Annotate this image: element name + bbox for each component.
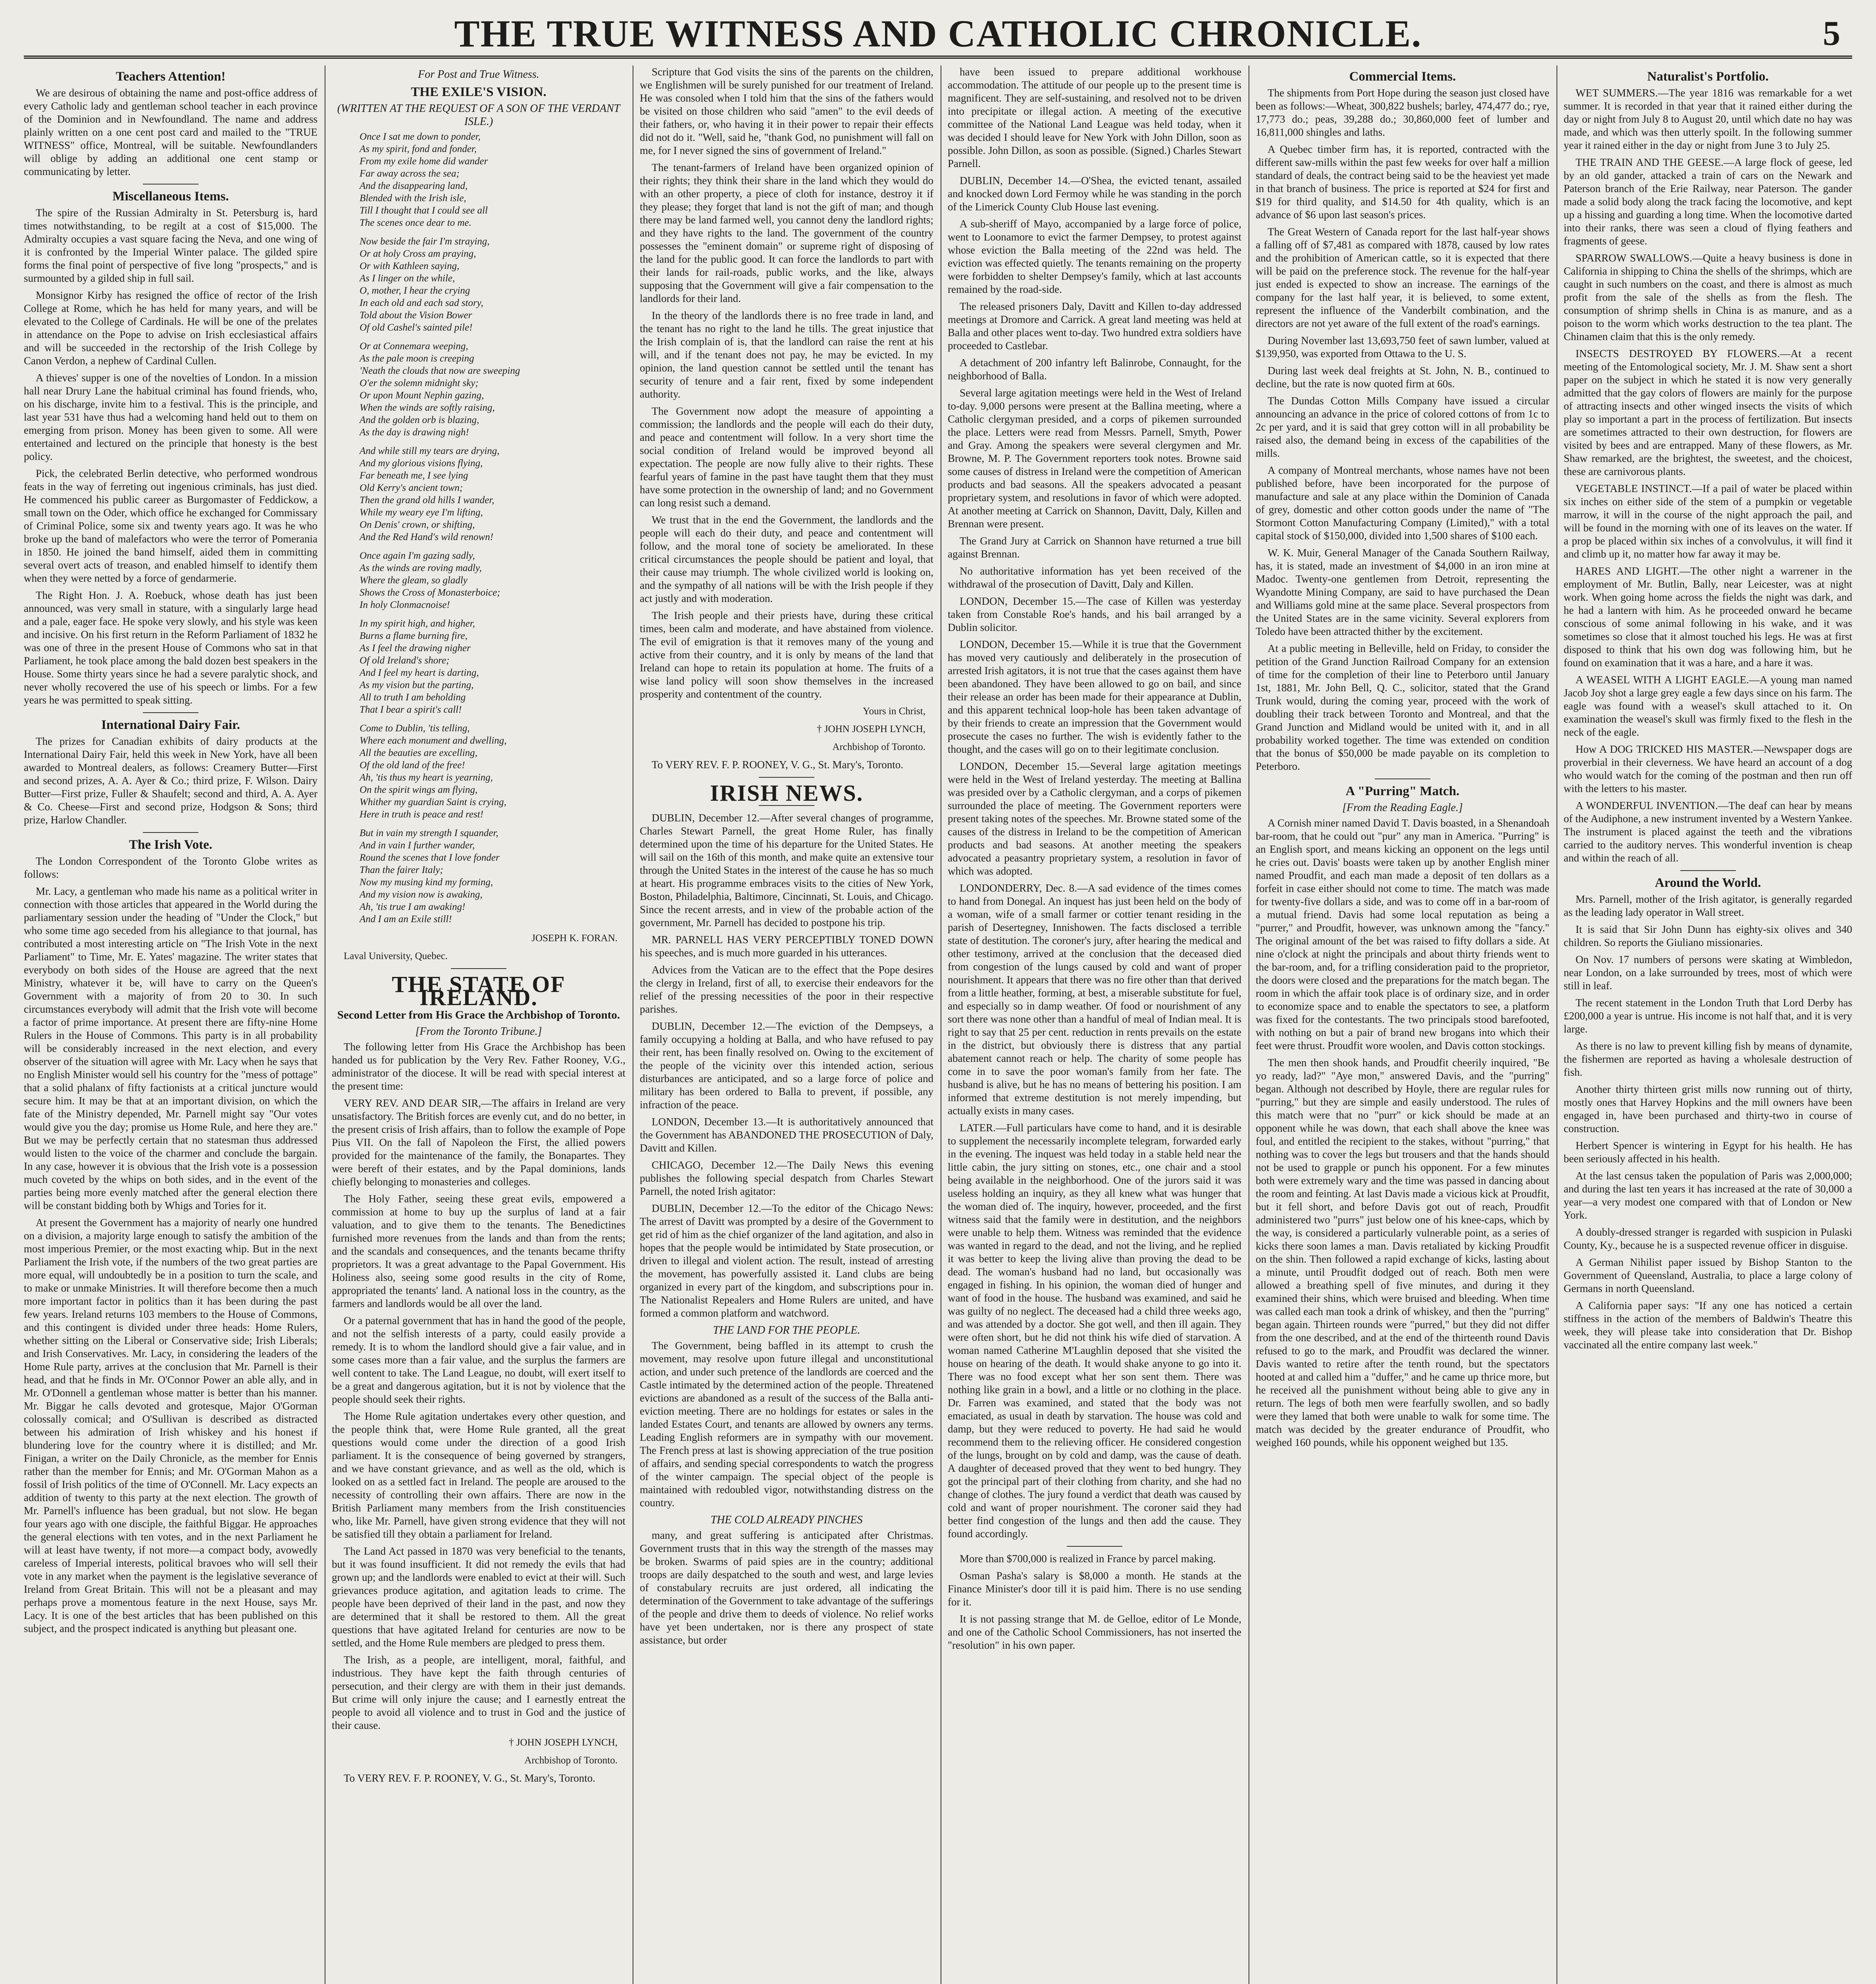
paragraph: have been issued to prepare additional workhouse accommodation. The attitude of our people up to the present time is magnificent. They are self-sustaining, and resolved not to be driven into precipitate or illegal action. A meeting of the executive committee of the National Land League was held today, when it was decided I should leave for New York with John Dillon, soon as possible. John Dillon, as soon as possible. (Signed.) Charles Stewart Parnell. [948,66,1241,169]
paragraph: The Home Rule agitation undertakes every other question, and the people think that, were Home Rule granted, all the great questions would come under the direction of a good Irish parliament. It is the consequence of being governed by strangers, and we have constant grievance, and as well as the old, which is looked on as a settled fact in Ireland. The people are aroused to the necessity of controlling their own affairs. There are now in the British Parliament many members from the Irish constituencies who, like Mr. Parnell, have given strong evidence that they will not be satisfied till they obtain a parliament for Ireland. [332,1410,625,1540]
paragraph: The spire of the Russian Admiralty in St. Petersburg is, hard times notwithstanding, to be regilt at a cost of $15,000. The Admiralty occupies a vast square facing the Neva, and one wing of it is confronted by the Imperial Winter palace. The gilded spire forms the final point of perspective of five long "prospects," and is surmounted by a gilded ship in full sail. [24,207,317,284]
divider [759,777,814,778]
source-line: [From the Reading Eagle.] [1342,802,1463,814]
paragraph: Mrs. Parnell, mother of the Irish agitator, is generally regarded as the leading lady operator in Wall street. [1564,893,1852,918]
paragraph: On Nov. 17 numbers of persons were skating at Wimbledon, near London, on a lake surrounded by trees, most of which were still in leaf. [1564,954,1852,992]
paragraph: Mr. Lacy, a gentleman who made his name as a political writer in connection with those articles that appeared in the World during the parliamentary session under the heading of "Under the Clock," but who some time ago seceded from his allegiance to that journal, has contributed a most interesting article on "The Irish Vote in the next Parliament" to Time, Mr. E. Yates' magazine. The writer states that everybody on both sides of the House are agreed that the next Ministry, whatever it be, will have to carry on the Queen's Government with a majority of from 20 to 30. In such circumstances everybody will admit that the Irish vote will become a factor of prime importance. At present there are fifty-nine Home Rulers in the House of Commons. This party is in all probability will be considerably increased in the next election, and every observer of the situation will agree with Mr. Lacy when he says that no English Minister would sell his country for the "mess of pottage" that a solid phalanx of fifty factionists at a critical juncture would secure him. It may be that at an important division, on which the fate of the Ministry depended, Mr. Parnell might say "Our votes would give you the day; promise us Home Rule, and here they are." But we may be perfectly certain that no statesman thus addressed would listen to the voice of the charmer and conclude the bargain. In any case, however it is obvious that the Irish vote is a possession much coveted by the whips on both sides, and in the event of the parties being more evenly matched after the general election there will be constant bidding both by Whigs and Tories for it. [24,885,317,1211]
paragraph: LONDON, December 13.—It is authoritatively announced that the Government has ABANDONED THE PROSECUTION of Daly, Davitt and Killen. [640,1116,933,1154]
paragraph: The Right Hon. J. A. Roebuck, whose death has just been announced, was very small in stature, with a singularly large head and a pale, eager face. He spoke very slowly, and his style was keen and incisive. On his first return in the Reform Parliament of 1832 he was one of three in the present House of Commons who sat in that Parliament, he took place among the bald dozen best speakers in the House. Some thirty years since he had a severe paralytic shock, and never wholly recovered the use of his speech or limbs. For a few years he was permitted to speak sitting. [24,589,317,706]
divider [451,968,506,969]
paragraph: It is not passing strange that M. de Gelloe, editor of Le Monde, and one of the Catholic School Commissioners, has not inserted the "resolution" in his own paper. [948,1613,1241,1651]
column-3 [640,65,933,1984]
paragraph: A company of Montreal merchants, whose names have not been published before, have been incorporated for the purpose of manufacture and sale at any place within the Dominion of Canada of grey, domestic and other cotton goods under the name of "The Stormont Cotton Manufacturing Company (Limited)," with a total capital stock of $150,000, divided into 1,500 shares of $100 each. [1256,464,1549,542]
paragraph: LATER.—Full particulars have come to hand, and it is desirable to supplement the necessarily incomplete telegram, forwarded early in the evening. The inquest was held today in a stable held near the little cabin, the jury sitting on stones, etc., one chair and a stool being available in the neighborhood. One of the jurors said it was useless holding an inquiry, as they all knew what was hunger that the woman died of. The inquiry, however, proceeded, and the first witness said that the family were in destitution, and the neighbors were unable to help them. Witness was reminded that the evidence was wanted in regard to the dead, and not the living, and he replied it was better to keep the living alive than proving the dead to be dead. The woman's husband had no land, but occasionally was engaged in fishing. In his opinion, the woman died of hunger and want of food in the house. The husband was examined, and said he was guilty of no neglect. The deceased had a child three weeks ago, and was attended by a doctor. She got well, and then ill again. They were often short, but he did not think his wife died of starvation. A woman named Catherine M'Laughlin deposed that she visited the house on hearing of the death. It would shake anyone to go into it. There was no food except what her son sent them. There was nothing like grain in a bowl, and a little or no clothing in the place. Dr. Farren was examined, and stated that the body was not emaciated, as usual in death by starvation. The house was cold and damp, but they were reduced to poverty. He had said he would recommend them to the relieving officer. He considered congestion of the lungs, brought on by cold and damp, was the cause of death. A daughter of deceased proved that they went to bed hungry. They got the principal part of their clothing from charity, and she had no change of clothes. The jury found a verdict that death was caused by cold and want of proper nourishment. The coroner said they had better find congestion of the lungs and then add the cause. They found accordingly. [948,1122,1241,1540]
letter-addressee: To VERY REV. F. P. ROONEY, V. G., St. Mary's, Toronto. [652,759,904,771]
poem-place: Laval University, Quebec. [344,951,448,961]
letter-signature-title: Archbishop of Toronto. [832,742,925,752]
paragraph: The Irish, as a people, are intelligent, moral, faithful, and industrious. They have kept the faith through centuries of persecution, and their clergy are with them in their just demands. But crime will only injure the cause; and I earnestly entreat the people to avoid all violence and to trust in God and the justice of their cause. [332,1654,625,1731]
paragraph: Osman Pasha's salary is $8,000 a month. He stands at the Finance Minister's door till it is paid him. There is no use sending for it. [948,1570,1241,1608]
paragraph: It is said that Sir John Dunn has eighty-six olives and 340 children. So reports the Giuliano missionaries. [1564,923,1852,948]
heading-irish-news: IRISH NEWS. [710,780,864,806]
paragraph: LONDON, December 15.—While it is true that the Government has moved very cautiously and deliberately in the prosecution of arrested Irish agitators, it is not true that the cases against them have been abandoned. They have been allowed to go on bail, and since their release an order has been made for their appearance at Dublin, and this apparent technical loop-hole has been taken advantage of by their friends to create an impression that the Government would prosecute the cases no further. The wish is evidently father to the thought, and the cases will go on to their legitimate conclusion. [948,638,1241,755]
poem-intro: For Post and True Witness. [418,68,539,81]
paragraph: The shipments from Port Hope during the season just closed have been as follows:—Wheat, 300,822 bushels; barley, 474,477 do.; rye, 17,773 do.; peas, 39,288 do.; 30,860,000 feet of lumber and 16,811,000 shingles and laths. [1256,87,1549,138]
paragraph: The Government now adopt the measure of appointing a commission; the landlords and the people will each do their duty, and peace and contentment will follow. In a very short time the social condition of Ireland would be improved beyond all expectation. The people are now fully alive to their rights. These fearful years of famine in the past have taught them that they must have some protection in the ownership of land; and no Government can long resist such a demand. [640,405,933,509]
paragraph: A Quebec timber firm has, it is reported, contracted with the different saw-mills within the past few weeks for over half a million standard of deals, the contract being said to be the heaviest yet made in that branch of business. The price is reported at $24 for first and $19 for third quality, and $14.50 for 4th quality, which is an advance of $6 upon last season's prices. [1256,143,1549,221]
paragraph: A WONDERFUL INVENTION.—The deaf can hear by means of the Audiphone, a new instrument invented by a Western Yankee. The instrument is placed against the teeth and the vibrations carried to the auditory nerves. This wonderful invention is cheap and within the reach of all. [1564,800,1852,864]
paragraph: The following letter from His Grace the Archbishop has been handed us for publication by the Very Rev. Father Rooney, V.G., administrator of the diocese. It will be read with special interest at the present time: [332,1041,625,1092]
paragraph: SPARROW SWALLOWS.—Quite a heavy business is done in California in shipping to China the shells of the shrimps, which are caught in such numbers on the coast, and there is almost as much profit from the sale of the shells as from the flesh. The consumption of shrimp shells in China is as manure, and as a poison to the worm which works destruction to the tea plant. The Chinamen claim that this is the only remedy. [1564,252,1852,342]
heading-around-the-world: Around the World. [1655,876,1761,890]
paragraph: The men then shook hands, and Proudfit cheerily inquired, "Be yo ready, lad?" "Aye mon," answered Davis, and the "purring" began. Although not described by Hoyle, there are regular rules for "purring," but they are simple and easily understood. The rules of this match were that no "purr" or kick should be made at an opponent while he was down, that each shall above the knee was foul, and entitled the recipient to the stakes, without "purring," that nothing was to cover the legs but trousers and that the hands should not be used to grapple or punch his opponent. For a few minutes both were extremely wary and the time was passed in dancing about the room and feinting. At last Davis made a vicious kick at Proudfit, but it fell short, and before Davis got out of reach, Proudfit administered two "purrs" just below one of his knee-caps, which by the way, is considered a particularly vulnerable point, as a series of kicks there soon lames a man. Davis retaliated by kicking Proudfit on the shin. Then followed a rapid exchange of kicks, lasting about a minute, until Proudfit dodged out of reach. Both men were allowed a breathing spell of five minutes, and during it they examined their shins, which were bruised and bleeding. When time was called each man took a drink of whiskey, and then the "purring" began again. Thirteen rounds were "purred," but they did not differ from the one described, and at the end of the thirteenth round Davis refused to go to the mark, and Proudfit was declared the winner. Davis wanted to retire after the tenth round, but the spectators hooted at and called him a "duffer," and he came up thrice more, but he received all the punishment without being able to give any in return. The legs of both men were fearfully swollen, and so badly were they lamed that both were unable to walk for some time. The match was decided by the greater endurance of Proudfit, who weighed 160 pounds, while his opponent weighed but 135. [1256,1057,1549,1448]
subheading-land-for-people: THE LAND FOR THE PEOPLE. [713,1324,860,1336]
paragraph: The Grand Jury at Carrick on Shannon have returned a true bill against Brennan. [948,535,1241,560]
paragraph: The Land Act passed in 1870 was very beneficial to the tenants, but it was found insufficient. It did not remedy the evils that had grown up; and the landlords were enabled to evict at their will. Such grievances produce agitation, and agitation leads to crime. The people have been deprived of their land in the past, and now they are determined that it shall be restored to them. All the great questions that have agitated Ireland for centuries are now to be settled, and the Home Rule members are pledged to press them. [332,1545,625,1649]
paragraph: VEGETABLE INSTINCT.—If a pail of water be placed within six inches on either side of the stem of a pumpkin or vegetable marrow, it will in the course of the night approach the pail, and will be found in the morning with one of its leaves on the water. If a prop be placed within six inches of a convolvulus, it will find it and climb up it, no matter how far away it may be. [1564,483,1852,560]
newspaper-title: THE TRUE WITNESS AND CATHOLIC CHRONICLE. [454,12,1422,55]
divider [143,832,198,833]
paragraph: A German Nihilist paper issued by Bishop Stanton to the Government of Queensland, Australia, to place a large colony of Germans in north Queensland. [1564,1256,1852,1294]
poem-stanza: Or at Connemara weeping, As the pale moon is creeping 'Neath the clouds that now are sweeping O'er the solemn midnight sky; Or upon Mount Nephin gazing, When the winds are softly raising, And the golden orb is blazing, As the day is drawing nigh! [360,341,520,438]
paragraph: Scripture that God visits the sins of the parents on the children, we Englishmen will be surely punished for our treatment of Ireland. He was consoled when I told him that the sins of the fathers would be visited on those children who said "amen" to the evil deeds of their fathers, or, who having it in their power to repair their effects did not do it. "Well, said he, "thank God, no punishment will fall on me, for I never signed the sins of government of Ireland." [640,66,933,156]
masthead [24,12,1852,59]
poem-stanza: Come to Dublin, 'tis telling, Where each monument and dwelling, All the beauties are excelling, Of the old land of the free! Ah, 'tis thus my heart is yearning, On the spirit wings am flying, Whither my guardian Saint is crying, Here in truth is peace and rest! [360,723,507,820]
paragraph: Pick, the celebrated Berlin detective, who performed wondrous feats in the way of ferreting out ingenious criminals, has just died. He commenced his public career as Burgomaster of Feddickow, a small town on the Oder, which office he exchanged for Commissary of Criminal Police, some six and twenty years ago. It was he who broke up the band of malefactors who were the terror of Pomerania in 1850. He joined the band himself, aided them in committing several overt acts of treason, and enabled himself to identify them when they were netted by a force of gendarmerie. [24,467,317,584]
paragraph: The Dundas Cotton Mills Company have issued a circular announcing an advance in the price of colored cottons of from 1c to 2c per yard, and it is said that grey cotton will in all probability be raised also, the demand being in excess of the capabilities of the mills. [1256,395,1549,459]
paragraph: The prizes for Canadian exhibits of dairy products at the International Dairy Fair, held this week in New York, have all been awarded to Montreal dealers, as follows: Creamery Butter—First and second prizes, A. A. Ayer & Co.; third prize, F. Wilson. Dairy Butter—First prize, Fuller & Shaufelt; second and third, A. A. Ayer & Co. Cheese—First and second prize, Hodgson & Sons; third prize, Harlow Chandler. [24,735,317,826]
paragraph: The Government, being baffled in its attempt to crush the movement, may resolve upon future illegal and unconstitutional action, and under such pretence of the landlords are coerced and the Castle intimated by the determined action of the people. Threatened evictions are abandoned as a result of the success of the Balla anti-eviction meeting. There are no holdings for estates or sales in the landed Estates Court, and tenants are allowed by owners any terms. Leading English reformers are in sympathy with our movement. The French press at last is showing appreciation of the true position of affairs, and sending special correspondents to watch the progress of the winter campaign. The special object of the people is maintained with redoubled vigor, notwithstanding distress on the country. [640,1340,933,1509]
poem-stanza: Once I sat me down to ponder, As my spirit, fond and fonder, From my exile home did wander Far away across the sea; And the disappearing land, Blended with the Irish isle, Till I thought that I could see all The scenes once dear to me. [360,131,488,228]
letter-signature: † JOHN JOSEPH LYNCH, [817,724,925,734]
paragraph: How A DOG TRICKED HIS MASTER.—Newspaper dogs are proverbial in their cleverness. We have heard an account of a dog who would watch for the coming of the postman and then run off with the letters to his master. [1564,743,1852,794]
paragraph: The released prisoners Daly, Davitt and Killen to-day addressed meetings at Dromore and Carrick. A great land meeting was held at Balla and other places went to-day. Two hundred extra soldiers have proceeded to Castlebar. [948,300,1241,352]
paragraph: HARES AND LIGHT.—The other night a warrener in the employment of Mr. Butlin, Bally, near Leicester, was at night work. When going home across the fields the night was dark, and he had a lantern with him. As he proceeded onward he became conscious of some animal following in his wake, and it was sometimes so close that it almost touched his legs. He was at first disposed to think that his own dog was following him, but he found on examination that it was a hare, and a hare it was. [1564,565,1852,669]
paragraph: At the last census taken the population of Paris was 2,000,000; and during the last ten years it has increased at the rate of 30,000 a year—a very modest one compared with that of London or New York. [1564,1170,1852,1221]
poem-subheading: (WRITTEN AT THE REQUEST OF A SON OF THE VERDANT ISLE.) [337,102,620,128]
heading-dairy-fair: International Dairy Fair. [101,718,240,732]
divider [1680,870,1736,871]
paragraph: Advices from the Vatican are to the effect that the Pope desires the clergy in Ireland, first of all, to exercise their endeavors for the relief of the pressing necessities of the poor in their respective parishes. [640,964,933,1015]
paragraph: CHICAGO, December 12.—The Daily News this evening publishes the following special despatch from Charles Stewart Parnell, the noted Irish agitator: [640,1159,933,1197]
paragraph: We are desirous of obtaining the name and post-office address of every Catholic lady and gentleman school teacher in each province of the Dominion and in Newfoundland. The name and address plainly written on a one cent post card and mailed to the "TRUE WITNESS" office, Montreal, will be suitable. Newfoundlanders will oblige by adding an additional one cent stamp or communicating by letter. [24,87,317,177]
subheading-archbishop-letter: Second Letter from His Grace the Archbishop of Toronto. [337,1009,620,1021]
paragraph: MR. PARNELL HAS VERY PERCEPTIBLY TONED DOWN his speeches, and is much more guarded in his utterances. [640,934,933,959]
paragraph: A doubly-dressed stranger is regarded with suspicion in Pulaski County, Ky., because he is a suspected revenue officer in disguise. [1564,1226,1852,1251]
letter-addressee: To VERY REV. F. P. ROONEY, V. G., St. Mary's, Toronto. [344,1772,596,1784]
paragraph: THE TRAIN AND THE GEESE.—A large flock of geese, led by an old gander, attacked a train of cars on the Newark and Paterson branch of the Erie Railway, near Paterson. The gander made a solid body along the track facing the locomotive, and kept up a hissing and guarding a long time. When the locomotive darted into their ranks, there was seen a cloud of flying feathers and fragments of geese. [1564,156,1852,247]
paragraph: DUBLIN, December 12.—To the editor of the Chicago News: The arrest of Davitt was prompted by a desire of the Government to get rid of him as the chief organizer of the land agitation, and also in hopes that the people would be intimidated by State prosecution, or driven to illegal and violent action. The result, instead of arresting the movement, has powerfully assisted it. Land clubs are being organized in every part of the kingdom, and subscriptions pour in. The Nationalist Repealers and Home Rulers are united, and have formed a common platform and watchword. [640,1202,933,1319]
column-5 [1256,65,1549,1984]
paragraph: A thieves' supper is one of the novelties of London. In a mission hall near Drury Lane the habitual criminal has found friends, who, on his discharge, invite him to a festival. This is the principle, and last year 531 have thus had a welcoming hand held out to them on emerging from prison. Money has been given to some. All were entertained and lectured on the principle that honesty is the best policy. [24,372,317,462]
paragraph: The Great Western of Canada report for the last half-year shows a falling off of $7,481 as compared with 1878, caused by low rates and the prohibition of American cattle, so it is expected that there will be paid on the preference stock. The revenue for the half-year just ended is expected to show an increase. The earnings of the company for the last half year, it is believed, to some extent, represent the influence of the Vanderbilt combination, and the directors are not yet aware of the full extent of the road's earnings. [1256,226,1549,329]
paragraph: No authoritative information has yet been received of the withdrawal of the prosecution of Davitt, Daly and Killen. [948,565,1241,590]
poem-author: JOSEPH K. FORAN. [531,933,618,944]
paragraph: A Cornish miner named David T. Davis boasted, in a Shenandoah bar-room, that he could out "pur" any man in America. "Purring" is an English sport, and means kicking an opponent on the legs until he cries out. Davis' boasts were taken up by another English miner named Proudfit, and each man made a deposit of ten dollars as a forfeit in case either should not come to time. The match was made for twenty-five dollars a side, and was to come off in a bar-room of a mutual friend. Davis had some local reputation as being a "purrer," and Proudfit, however, was unknown among the "fancy." The original amount of the bet was raised to fifty dollars a side. At nine o'clock at night the principals and about thirty friends went to the bar-room, and, for a trifling consideration paid to the proprietor, the doors were closed and the preparations for the match began. The room in which the affair took place is of ordinary size, and in order to economize space and to enable the spectators to see, a platform was fixed for the contestants. The two principals stood barefooted, with nothing on but a pair of brand new brogans into which their feet were thrust. Proudfit wore woolen, and Davis cotton stockings. [1256,817,1549,1052]
poem-stanza: In my spirit high, and higher, Burns a flame burning fire, As I feel the drawing nigher Of old Ireland's shore; And I feel my heart is darting, As my vision but the parting, All to truth I am beholding That I bear a spirit's call! [360,618,479,715]
paragraph: LONDONDERRY, Dec. 8.—A sad evidence of the times comes to hand from Donegal. An inquest has just been held on the body of a woman, wife of a small farmer or cottier tenant residing in the parish of Desertegney, Innishowen. The facts disclosed a terrible state of destitution. The coroner's jury, after hearing the medical and other testimony, arrived at the conclusion that the deceased died from congestion of the lungs caused by cold and want of proper nourishment. It appears that there was no fire other than that derived from a little heather, forming, at best, a miserable substitute for fuel, and especially so in damp weather. Of food or nourishment of any sort there was none other than a handful of meal of Indian meal. It is right to say that 25 per cent. reduction in rents prevails on the estate in the district, but obviously there is distress that any partial abatement cannot reach or help. The charity of some people has come in to save the poor woman's family from her fate. The husband is alive, but he has no means of bettering his position. I am informed that extreme destitution is not merely impending, but actually exists in many cases. [948,882,1241,1117]
heading-irish-vote: The Irish Vote. [129,838,212,852]
letter-signature-title: Archbishop of Toronto. [524,1755,618,1766]
paragraph: Herbert Spencer is wintering in Egypt for his health. He has been seriously affected in his health. [1564,1140,1852,1165]
paragraph: As there is no law to prevent killing fish by means of dynamite, the fishermen are reported as having a wholesale destruction of fish. [1564,1040,1852,1078]
paragraph: During last week deal freights at St. John, N. B., continued to decline, but the rate is now quoted firm at 60s. [1256,365,1549,390]
divider [1067,1546,1122,1547]
paragraph: A sub-sheriff of Mayo, accompanied by a large force of police, went to Loonamore to evict the farmer Dempsey, to protest against whose eviction the Balla meeting of the 22nd was held. The eviction was effected quietly. The tenants remaining on the property were forbidden to shelter Dempsey's family, which at last accounts remained by the road-side. [948,218,1241,295]
paragraph: DUBLIN, December 12.—The eviction of the Dempseys, a family occupying a holding at Balla, and who have refused to pay their rent, has been finally resolved on. Owing to the excitement of the people of the vicinity over this intended action, serious disturbances are anticipated, and so a large force of police and military has been ordered to Balla to prevent, if possible, any infraction of the peace. [640,1020,933,1111]
heading-commercial-items: Commercial Items. [1349,69,1456,84]
column-4 [948,65,1241,1984]
heading-purring-match: A "Purring" Match. [1345,784,1460,798]
paragraph: At a public meeting in Belleville, held on Friday, to consider the petition of the Grand Junction Railroad Company for an extension of time for the completion of their line to Peterboro until January 1st, 1881, Mr. John Bell, Q. C., solicitor, stated that the Grand Trunk would, during the coming year, proceed with the work of doubling their track between Toronto and Montreal, and that the Grand Junction and Midland would be united with it, and in all probability worked together. The time was extended on condition that the bonus of $50,000 be made payable on its completion to Peterboro. [1256,642,1549,772]
paragraph: The London Correspondent of the Toronto Globe writes as follows: [24,855,317,880]
column-2 [332,65,625,1984]
paragraph: At present the Government has a majority of nearly one hundred on a division, a majority large enough to satisfy the ambition of the most imperious Premier, or the most exacting whip. But in the next Parliament the Irish vote, if the numbers of the two great parties are more equal, will undoubtedly be in a position to turn the scale, and to make or unmake Ministries. It will therefore become then a much more important factor in politics than it has been during the past few years. Ireland returns 103 members to the House of Commons, and this contingent is divided under three heads: Home Rulers, whether sitting on the Liberal or Conservative side; Irish Liberals; and Irish Conservatives. Mr. Lacy, in considering the leaders of the Home Rule party, arrives at the conclusion that Mr. Parnell is their head, and that he finds in Mr. O'Connor Power an able ally, and in Mr. O'Donnell a gentleman whose matter is better than his manner. Mr. Biggar he calls devoted and grotesque, Major O'Gorman colossally comical; and O'Sullivan is described as distracted between his admiration of Irish whiskey and his honest if blundering love for the country where it is distilled; and Mr. Finigan, a writer on the Daily Chronicle, as the member for Ennis rather than the member for Ennis; and Mr. O'Gorman Mahon as a fossil of Irish politics of the time of O'Connell. Mr. Lacy expects an addition of twenty to this party at the next election. The growth of Mr. Parnell's influence has been gradual, but not slow. He began four years ago with one disciple, the faithful Biggar. He approaches the general elections with ten votes, and in the next Parliament he will at least have twenty, if not more—a compact body, avowedly careless of Imperial interests, political bravoes who will sell their vote in any market when the payment is the legislative severance of Ireland from Great Britain. This will not be a pleasant and may perhaps prove a momentous feature in the next House, says Mr. Lacy. It is one of the best articles that has been published on this subject, and the prospect indicated is anything but pleasant one. [24,1217,317,1634]
paragraph: many, and great suffering is anticipated after Christmas. Government trusts that in this way the strength of the masses may be broken. Swarms of paid spies are in the country; additional troops are daily despatched to the south and west, and large levies of constabulary recruits are just ordered, all indicating the determination of the Government to take advantage of the sufferings of the people and drive them to deeds of violence. No relief works have yet been undertaken, nor is there any prospect of state assistance, but order [640,1529,933,1646]
paragraph: A California paper says: "If any one has noticed a certain stiffness in the action of the members of Baldwin's Theatre this week, they will please take into consideration that Dr. Bishop vaccinated all the entire company last week." [1564,1300,1852,1351]
paragraph: In the theory of the landlords there is no free trade in land, and the tenant has no right to the land he tills. The great injustice that the Irish complain of is, that the landlord can raise the rent at his will, and if the tenant does not pay, he may be evicted. In my opinion, the land question cannot be settled until the tenant has security of tenure and a fair rent, fixed by some independent authority. [640,310,933,400]
poem-stanza: And while still my tears are drying, And my glorious visions flying, Far beneath me, I see lying Old Kerry's ancient town; Then the grand old hills I wander, While my weary eye I'm lifting, On Denis' crown, or shifting, And the Red Hand's wild renown! [360,446,500,542]
paragraph: We trust that in the end the Government, the landlords and the people will each do their duty, and peace and contentment will follow, and the moral tone of society be ameliorated. In these critical circumstances the people should be patient and loyal, that their cause may triumph. The whole civilized world is looking on, and the sympathy of all nations will be with the Irish people if they act justly and with moderation. [640,514,933,604]
subheading-cold-pinches: THE COLD ALREADY PINCHES [710,1514,863,1526]
heading-naturalists-portfolio: Naturalist's Portfolio. [1647,69,1769,84]
heading-state-of-ireland: THE STATE OF IRELAND. [392,971,566,1010]
divider [143,184,198,185]
paragraph: A detachment of 200 infantry left Balinrobe, Connaught, for the neighborhood of Balla. [948,357,1241,382]
heading-exiles-vision: THE EXILE'S VISION. [411,85,546,99]
poem-stanza: Once again I'm gazing sadly, As the winds are roving madly, Where the gleam, so gladly Shows the Cross of Monasterboice; In holy Clonmacnoise! [360,550,500,610]
paragraph: The recent statement in the London Truth that Lord Derby has £200,000 a year is untrue. His income is not half that, and it is very large. [1564,997,1852,1035]
poem-stanza: But in vain my strength I squander, And in vain I further wander, Round the scenes that I love fonder Than the fairer Italy; Now my musing kind my forming, And my vision now is awaking, Ah, 'tis true I am awaking! And I am an Exile still! [360,828,500,925]
paragraph: INSECTS DESTROYED BY FLOWERS.—At a recent meeting of the Entomological society, Mr. J. M. Shaw sent a short paper on the subject in which he stated it is now very generally admitted that the gay colors of flowers are mainly for the purpose of attracting insects and other winged insects the visits of which play so important a part in the process of fertilization. But insects are sometimes attracted to their own destruction, for flowers are visited by bees and are entrapped. Many of these flowers, as Mr. Shaw remarked, are the brightest, the sweetest, and the choicest, these are carnivorous plants. [1564,348,1852,477]
paragraph: More than $700,000 is realized in France by parcel making. [960,1553,1216,1565]
paragraph: Monsignor Kirby has resigned the office of rector of the Irish College at Rome, which he has held for many years, and will be elevated to the College of Cardinals. He will be one of the prelates in attendance on the Pope to advise on Irish ecclesiastical affairs and will be succeeded in the rectorship of the Irish College by Canon Verdon, a nephew of Cardinal Cullen. [24,289,317,367]
paragraph: Several large agitation meetings were held in the West of Ireland to-day. 9,000 persons were present at the Ballina meeting, where a Catholic clergyman presided, and a corps of pikemen surrounded the place. Letters were read from Messrs. Parnell, Smyth, Power and Gray. Among the speakers were several clergymen and Mr. Browne, M. P. The Government reporters took notes. Browne said some causes of distress in Ireland were the competition of American products and bad seasons. All the speakers advocated a peasant proprietary system, and resolutions in favor of which were adopted. At another meeting at Carrick on Shannon, Davitt, Daly, Killen and Brennan were present. [948,387,1241,530]
heading-miscellaneous-items: Miscellaneous Items. [112,189,229,204]
letter-closing: Yours in Christ, [863,706,925,717]
source-line: [From the Toronto Tribune.] [415,1025,542,1038]
paragraph: During November last 13,693,750 feet of sawn lumber, valued at $139,950, was exported from Ottawa to the U. S. [1256,335,1549,360]
paragraph: The Irish people and their priests have, during these critical times, been calm and moderate, and have abstained from violence. The evil of emigration is that it removes many of the young and active from their country, and it is only by means of the land that Ireland can hope to retain its population at home. The fruits of a wise land policy will soon show themselves in the increased prosperity and contentment of the country. [640,609,933,700]
paragraph: A WEASEL WITH A LIGHT EAGLE.—A young man named Jacob Joy shot a large grey eagle a few days since on his farm. The eagle was found with a weasel's skull attached to it. On examination the weasel's skull was firmly fixed to the flesh in the neck of the eagle. [1564,674,1852,738]
paragraph: Another thirty thirteen grist mills now running out of thirty, mostly ones that Harvey Hopkins and the mill owners have been engaged in, have been purchased and thirty-two in course of construction. [1564,1083,1852,1134]
poem-stanza: Now beside the fair I'm straying, Or at holy Cross am praying, Or with Kathleen saying, As I linger on the while, O, mother, I hear the crying In each old and each sad story, Told about the Vision Bower Of old Cashel's sainted pile! [360,236,490,333]
paragraph: VERY REV. AND DEAR SIR,—The affairs in Ireland are very unsatisfactory. The British forces are evenly cut, and do no better, in the present crisis of Irish affairs, than to follow the example of Pope Pius VII. On the fall of Napoleon the First, the allied powers provided for the maintenance of the family, the Bonapartes. They were bereft of their estates, and by the Papal dominions, lands chiefly belonging to monasteries and colleges. [332,1097,625,1188]
paragraph: DUBLIN, December 14.—O'Shea, the evicted tenant, assailed and knocked down Lord Fermoy while he was standing in the porch of the Limerick County Club House last evening. [948,175,1241,213]
heading-teachers-attention: Teachers Attention! [115,69,226,84]
paragraph: The tenant-farmers of Ireland have been organized opinion of their rights; they think their share in the land which they would do with an other property, a piece of cloth for instance, destroy it if they please; they forget that land is not the gift of man; and though there may be land farmed well, you cannot deny the landlord rights; and they have rights to the land. The government of the country possesses the "eminent domain" or supreme right of disposing of the land for the public good. It can force the landlords to part with their lands for rail-roads, public works, and the like, always supposing that the Government will give a fair compensation to the landlords for their land. [640,161,933,304]
paragraph: LONDON, December 15.—The case of Killen was yesterday taken from Constable Roe's hands, and his bail arranged by a Dublin solicitor. [948,595,1241,633]
page-number: 5 [1823,14,1840,53]
divider [143,712,198,713]
paragraph: LONDON, December 15.—Several large agitation meetings were held in the West of Ireland yesterday. The meeting at Ballina was presided over by a Catholic clergyman, and a corps of pikemen surrounded the place of meeting. The Government reporters were present taking notes of the speeches. Mr. Browne stated some of the causes of the distress in Ireland to be the competition of American products and bad seasons. At another meeting the speakers advocated a peasantry proprietary system, a resolution in favor of which was adopted. [948,760,1241,877]
column-6 [1564,65,1852,1984]
letter-signature: † JOHN JOSEPH LYNCH, [509,1737,618,1748]
column-1 [24,65,317,1984]
paragraph: Or a paternal government that has in hand the good of the people, and not the selfish interests of a party, could easily provide a remedy. It is to whom the landlord should give a fair value, and in some cases more than a fair value, and the surplus the farmers are well content to take. The Land League, no doubt, will exert itself to be a great and dangerous agitation, but it is not by violence that the people should seek their rights. [332,1315,625,1405]
paragraph: The Holy Father, seeing these great evils, empowered a commission at home to buy up the surplus of land at a fair valuation, and to give them to the tenants. The Benedictines furnished more revenues from the lands and than from the rents; and the scandals and consequences, and the tenants became thrifty proprietors. It was a great advantage to the Papal Government. His Holiness also, seeing some good results in the city of Rome, appropriated the tenants' land. A national loss in the country, as the farmers and landlords would be all over the land. [332,1193,625,1309]
paragraph: DUBLIN, December 12.—After several changes of programme, Charles Stewart Parnell, the great Home Ruler, has finally determined upon the time of his departure for the United States. He will sail on the 16th of this month, and make quite an extensive tour through the United States in the interest of the cause he has so much at heart. His programme embraces visits to the cities of New York, Boston, Philadelphia, Baltimore, Cincinnati, St. Louis, and Chicago. Since the recent arrests, and in view of the probable action of the government, Mr. Parnell has decided to postpone his trip. [640,812,933,929]
paragraph: W. K. Muir, General Manager of the Canada Southern Railway, has, it is stated, made an investment of $4,000 in an iron mine at Madoc. Twenty-one gentlemen from Detroit, representing the Wyandotte Mining Company, are said to have purchased the Dean and Williams gold mine at the same place. Several prospectors from the United States are in the same vicinity. Several explorers from Toledo have been attracted thither by the excitement. [1256,547,1549,637]
paragraph: WET SUMMERS.—The year 1816 was remarkable for a wet summer. It is recorded in that year that it rained either during the day or night from July 8 to August 20, until which date no hay was made, and which was then utterly spoilt. In the following summer year it rained either in the day or night from June 3 to July 25. [1564,87,1852,151]
